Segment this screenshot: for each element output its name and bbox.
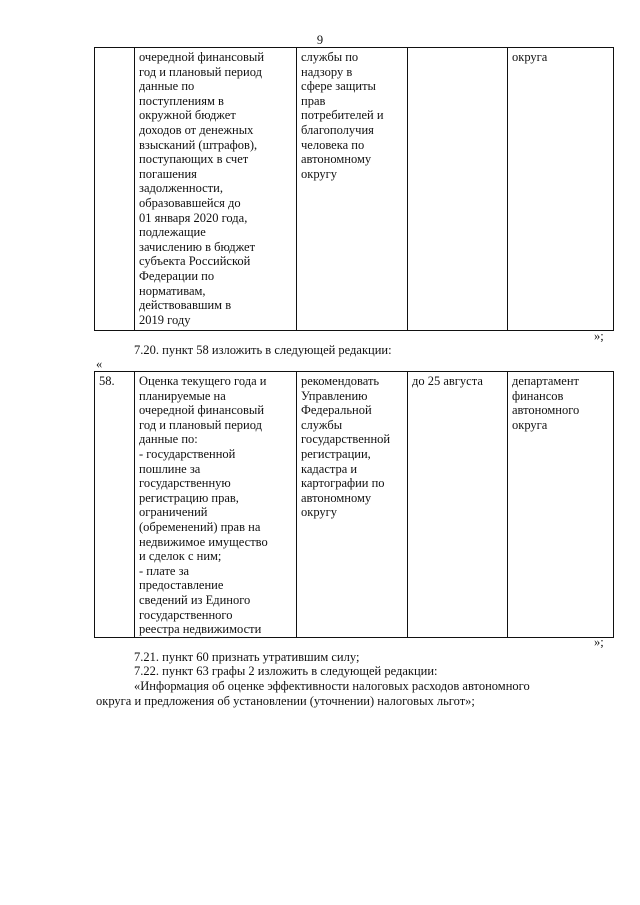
quoted-paragraph-line-1: «Информация об оценке эффективности налоговых расходов автономного <box>134 679 530 693</box>
table-row <box>95 372 614 638</box>
cell-indicator: Оценка текущего года и планируемые на очередной финансовый год и плановый период данные по: - государственной пошлине за государственную регистрацию прав, ограничений (обременений) прав на недвижимое имущество и сделок с ним; - плате за предоставление сведений из Единого государственного реестра недвижимости <box>135 372 297 638</box>
opening-quote: « <box>96 357 103 371</box>
cell-responsible: службы по надзору в сфере защиты прав потребителей и благополучия человека по автономному округу <box>297 48 408 331</box>
quoted-paragraph-line-2: округа и предложения об установлении (уточнении) налоговых льгот»; <box>96 694 475 708</box>
cell-responsible: рекомендовать Управлению Федеральной службы государственной регистрации, кадастра и картографии по автономному округу <box>297 372 408 638</box>
closing-quote: »; <box>594 329 604 343</box>
cell-number: 58. <box>95 372 135 638</box>
page-number: 9 <box>316 33 324 47</box>
paragraph-7-20: 7.20. пункт 58 изложить в следующей редакции: <box>134 343 392 357</box>
cell-recipient: округа <box>508 48 614 331</box>
cell-indicator: очередной финансовый год и плановый период данные по поступлениям в окружной бюджет доходов от денежных взысканий (штрафов), поступающих в счет погашения задолженности, образовавшейся до 01 января 2020 года, подлежащие зачислению в бюджет субъекта Российской Федерации по нормативам, действовавшим в 2019 году <box>135 48 297 331</box>
cell-deadline <box>408 48 508 331</box>
table-row <box>95 48 614 331</box>
cell-deadline: до 25 августа <box>408 372 508 638</box>
cell-number <box>95 48 135 331</box>
table-item-58 <box>94 371 614 638</box>
closing-quote: »; <box>594 635 604 649</box>
cell-recipient: департамент финансов автономного округа <box>508 372 614 638</box>
paragraph-7-21: 7.21. пункт 60 признать утратившим силу; <box>134 650 360 664</box>
table-continuation <box>94 47 614 331</box>
paragraph-7-22: 7.22. пункт 63 графы 2 изложить в следующей редакции: <box>134 664 438 678</box>
